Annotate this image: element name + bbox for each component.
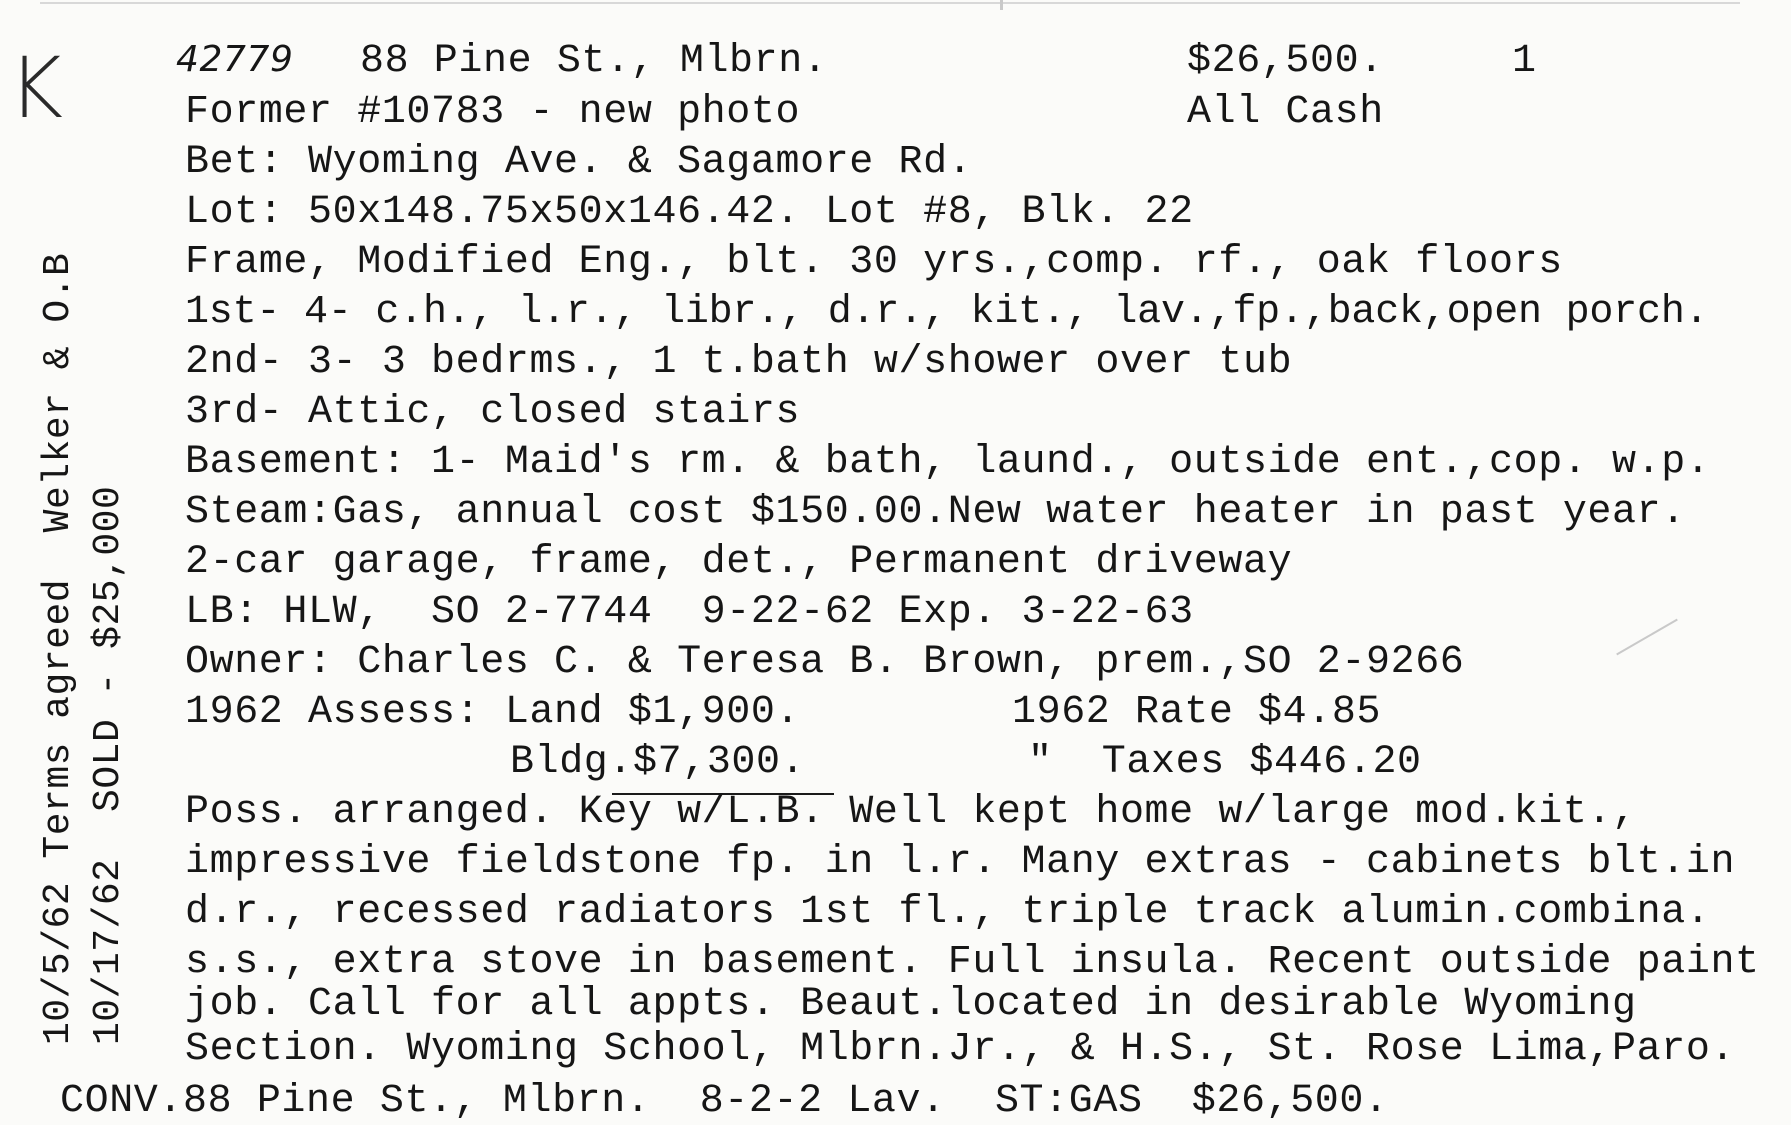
lot-size: Lot: 50x148.75x50x146.42. Lot #8, Blk. 22	[185, 190, 1194, 235]
price: $26,500.	[1187, 39, 1384, 84]
assess-building: Bldg.$7,300.	[510, 740, 806, 785]
heating: Steam:Gas, annual cost $150.00.New water heater in past year.	[185, 490, 1686, 535]
garage: 2-car garage, frame, det., Permanent driveway	[185, 540, 1293, 585]
remarks-line: s.s., extra stove in basement. Full insula. Recent outside paint	[185, 940, 1760, 985]
between-streets: Bet: Wyoming Ave. & Sagamore Rd.	[185, 140, 973, 185]
remarks-line: Section. Wyoming School, Mlbrn.Jr., & H.S., St. Rose Lima,Paro.	[185, 1027, 1736, 1072]
remarks-line: Poss. arranged. Key w/L.B. Well kept home w/large mod.kit.,	[185, 790, 1637, 835]
former-number: Former #10783 - new photo	[185, 90, 801, 135]
index-letter: K	[8, 39, 64, 137]
address: 88 Pine St., Mlbrn.	[360, 39, 828, 84]
scan-mark	[1000, 0, 1003, 10]
second-floor: 2nd- 3- 3 bedrms., 1 t.bath w/shower over tub	[185, 340, 1293, 385]
assess-land: 1962 Assess: Land $1,900.	[185, 690, 801, 735]
remarks-line: d.r., recessed radiators 1st fl., triple track alumin.combina.	[185, 890, 1711, 935]
scan-mark	[1616, 619, 1678, 656]
first-floor: 1st- 4- c.h., l.r., libr., d.r., kit., lav.,fp.,back,open porch.	[185, 290, 1709, 335]
listing-number: 42779	[176, 39, 294, 80]
footer-summary: CONV.88 Pine St., Mlbrn. 8-2-2 Lav. ST:GAS $26,500.	[60, 1079, 1389, 1124]
tax-rate: 1962 Rate $4.85	[1012, 690, 1382, 735]
third-floor: 3rd- Attic, closed stairs	[185, 390, 801, 435]
remarks-line: impressive fieldstone fp. in l.r. Many extras - cabinets blt.in	[185, 840, 1736, 885]
card-edge	[40, 2, 1740, 4]
remarks-line: job. Call for all appts. Beaut.located in desirable Wyoming	[185, 982, 1637, 1027]
card-count: 1	[1512, 39, 1537, 84]
basement: Basement: 1- Maid's rm. & bath, laund., outside ent.,cop. w.p.	[185, 440, 1711, 485]
owner: Owner: Charles C. & Teresa B. Brown, prem.,SO 2-9266	[185, 640, 1465, 685]
taxes: " Taxes $446.20	[1028, 740, 1422, 785]
side-note-terms: 10/5/62 Terms agreed Welker & O.B	[37, 252, 80, 1045]
listing-broker: LB: HLW, SO 2-7744 9-22-62 Exp. 3-22-63	[185, 590, 1194, 635]
construction: Frame, Modified Eng., blt. 30 yrs.,comp. rf., oak floors	[185, 240, 1563, 285]
terms: All Cash	[1187, 90, 1384, 135]
side-note-sold: 10/17/62 SOLD - $25,000	[87, 485, 130, 1045]
